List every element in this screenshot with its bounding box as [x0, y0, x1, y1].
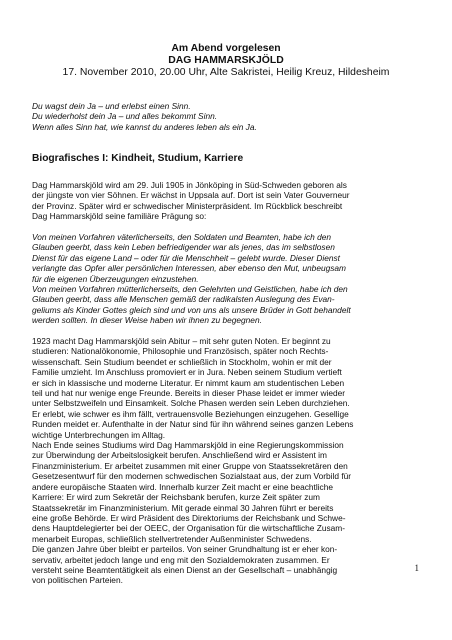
- event-details: 17. November 2010, 20.00 Uhr, Alte Sakristei, Heilig Kreuz, Hildesheim: [62, 67, 390, 78]
- text-line: Finanzministerium. Er arbeitet zusammen mit einer Gruppe von Staatssekretären den: [32, 460, 348, 471]
- text-line: von politischen Parteien.: [32, 575, 123, 586]
- page-number: 1: [414, 563, 419, 573]
- motto-line: Du wiederholst dein Ja – und alles bekommt Sinn.: [32, 111, 218, 122]
- quote-line: Glauben geerbt, dass kein Leben befriedigender war als jenes, das im selbstlosen: [32, 242, 335, 253]
- quote-block: [32, 232, 351, 326]
- quote-line: Dienst für das eigene Land – oder für die Menschheit – gelebt wurde. Dieser Dienst: [32, 252, 340, 263]
- section-heading: Biografisches I: Kindheit, Studium, Karriere: [32, 153, 244, 164]
- text-line: dens Hauptdelegierter bei der OEEC, der Organisation für die wirtschaftliche Zusam-: [32, 523, 346, 534]
- motto-line: Wenn alles Sinn hat, wie kannst du anderes leben als ein Ja.: [32, 121, 257, 132]
- text-line: versteht seine Beamtentätigkeit als einen Dienst an der Gesellschaft – unabhängig: [32, 564, 338, 575]
- page-title-line-2: DAG HAMMARSKJÖLD: [168, 55, 284, 66]
- text-line: Familie umzieht. Im Anschluss promoviert er in Jura. Neben seinem Studium vertieft: [32, 367, 342, 378]
- text-line: wissenschaft. Sein Studium beendet er schließlich in Stockholm, wohin er mit der: [32, 356, 332, 367]
- text-line: wichtige Unterbrechungen im Alltag.: [32, 429, 166, 440]
- text-line: 1923 macht Dag Hammarskjöld sein Abitur – mit sehr guten Noten. Er beginnt zu: [32, 336, 331, 346]
- text-line: Nach Ende seines Studiums wird Dag Hammarskjöld in eine Regierungskommission: [32, 440, 344, 451]
- motto: [32, 101, 257, 132]
- quote-line: geliums als Kinder Gottes gleich sind und von uns als unsere Brüder in Gott behandelt: [32, 304, 351, 315]
- text-line: Runden meidet er. Aufenthalte in der Natur sind für ihn während seines ganzen Lebens: [32, 419, 354, 430]
- text-line: der jüngste von vier Söhnen. Er wächst in Uppsala auf. Dort ist sein Vater Gouverneur: [32, 190, 350, 201]
- text-line: servativ, arbeitet jedoch lange und eng mit den Sozialdemokraten zusammen. Er: [32, 554, 330, 565]
- text-line: Gesetzesentwurf für den modernen schwedischen Sozialstaat aus, der zum Vorbild für: [32, 471, 352, 482]
- text-line: Die ganzen Jahre über bleibt er parteilos. Von seiner Grundhaltung ist er eher kon-: [32, 544, 338, 555]
- quote-line: Von meinen Vorfahren mütterlicherseits, den Gelehrten und Geistlichen, habe ich den: [32, 284, 348, 295]
- page-title-line-1: Am Abend vorgelesen: [171, 43, 281, 54]
- text-line: Staatssekretär im Finanzministerium. Mit gerade einmal 30 Jahren führt er bereits: [32, 502, 334, 513]
- text-line: Dag Hammarskjöld wird am 29. Juli 1905 in Jönköping in Süd-Schweden geboren als: [32, 180, 347, 190]
- text-line: andere europäische Staaten wird. Innerhalb kurzer Zeit macht er eine beachtliche: [32, 481, 334, 492]
- paragraph-biography: [32, 336, 353, 586]
- text-line: teil und hat nur wenige enge Freunde. Bereits in dieser Phase leidet er immer wieder: [32, 388, 346, 399]
- text-line: Er erlebt, wie schwer es ihm fällt, vertrauensvolle Beziehungen einzugehen. Gesellige: [32, 408, 349, 419]
- text-line: unter Selbstzweifeln und Einsamkeit. Solche Phasen werden sein Leben durchziehen.: [32, 398, 350, 409]
- quote-line: verlangte das Opfer aller persönlichen Interessen, aber ebenso den Mut, unbeugsam: [32, 263, 347, 274]
- motto-line: Du wagst dein Ja – und erlebst einen Sinn.: [32, 101, 191, 111]
- text-line: Dag Hammarskjöld seine familiäre Prägung so:: [32, 211, 207, 222]
- text-line: Karriere: Er wird zum Sekretär der Reichsbank berufen, kurze Zeit später zum: [32, 492, 320, 503]
- text-line: zur Überwindung der Arbeitslosigkeit berufen. Anschließend wird er Assistent im: [32, 450, 327, 461]
- quote-line: Glauben geerbt, dass alle Menschen gemäß der radikalsten Auslegung des Evan-: [32, 294, 335, 305]
- quote-line: werden sollten. In dieser Weise haben wir ihnen zu begegnen.: [32, 315, 262, 326]
- text-line: eine große Behörde. Er wird Präsident des Direktoriums der Reichsbank und Schwe-: [32, 512, 346, 523]
- text-line: studieren: Nationalökonomie, Philosophie und Französisch, später noch Rechts-: [32, 346, 329, 357]
- paragraph-intro: [32, 180, 350, 222]
- text-line: menarbeit Europas, schließlich stellvertretender Außenminister Schwedens.: [32, 533, 312, 544]
- quote-line: Von meinen Vorfahren väterlicherseits, den Soldaten und Beamten, habe ich den: [32, 232, 332, 242]
- text-line: er sich in klassische und moderne Literatur. Er nimmt kaum am studentischen Leben: [32, 377, 345, 388]
- text-line: der Provinz. Später wird er schwedischer Ministerpräsident. Im Rückblick beschreibt: [32, 200, 343, 211]
- quote-line: für die eigenen Überzeugungen einzustehen.: [32, 273, 199, 284]
